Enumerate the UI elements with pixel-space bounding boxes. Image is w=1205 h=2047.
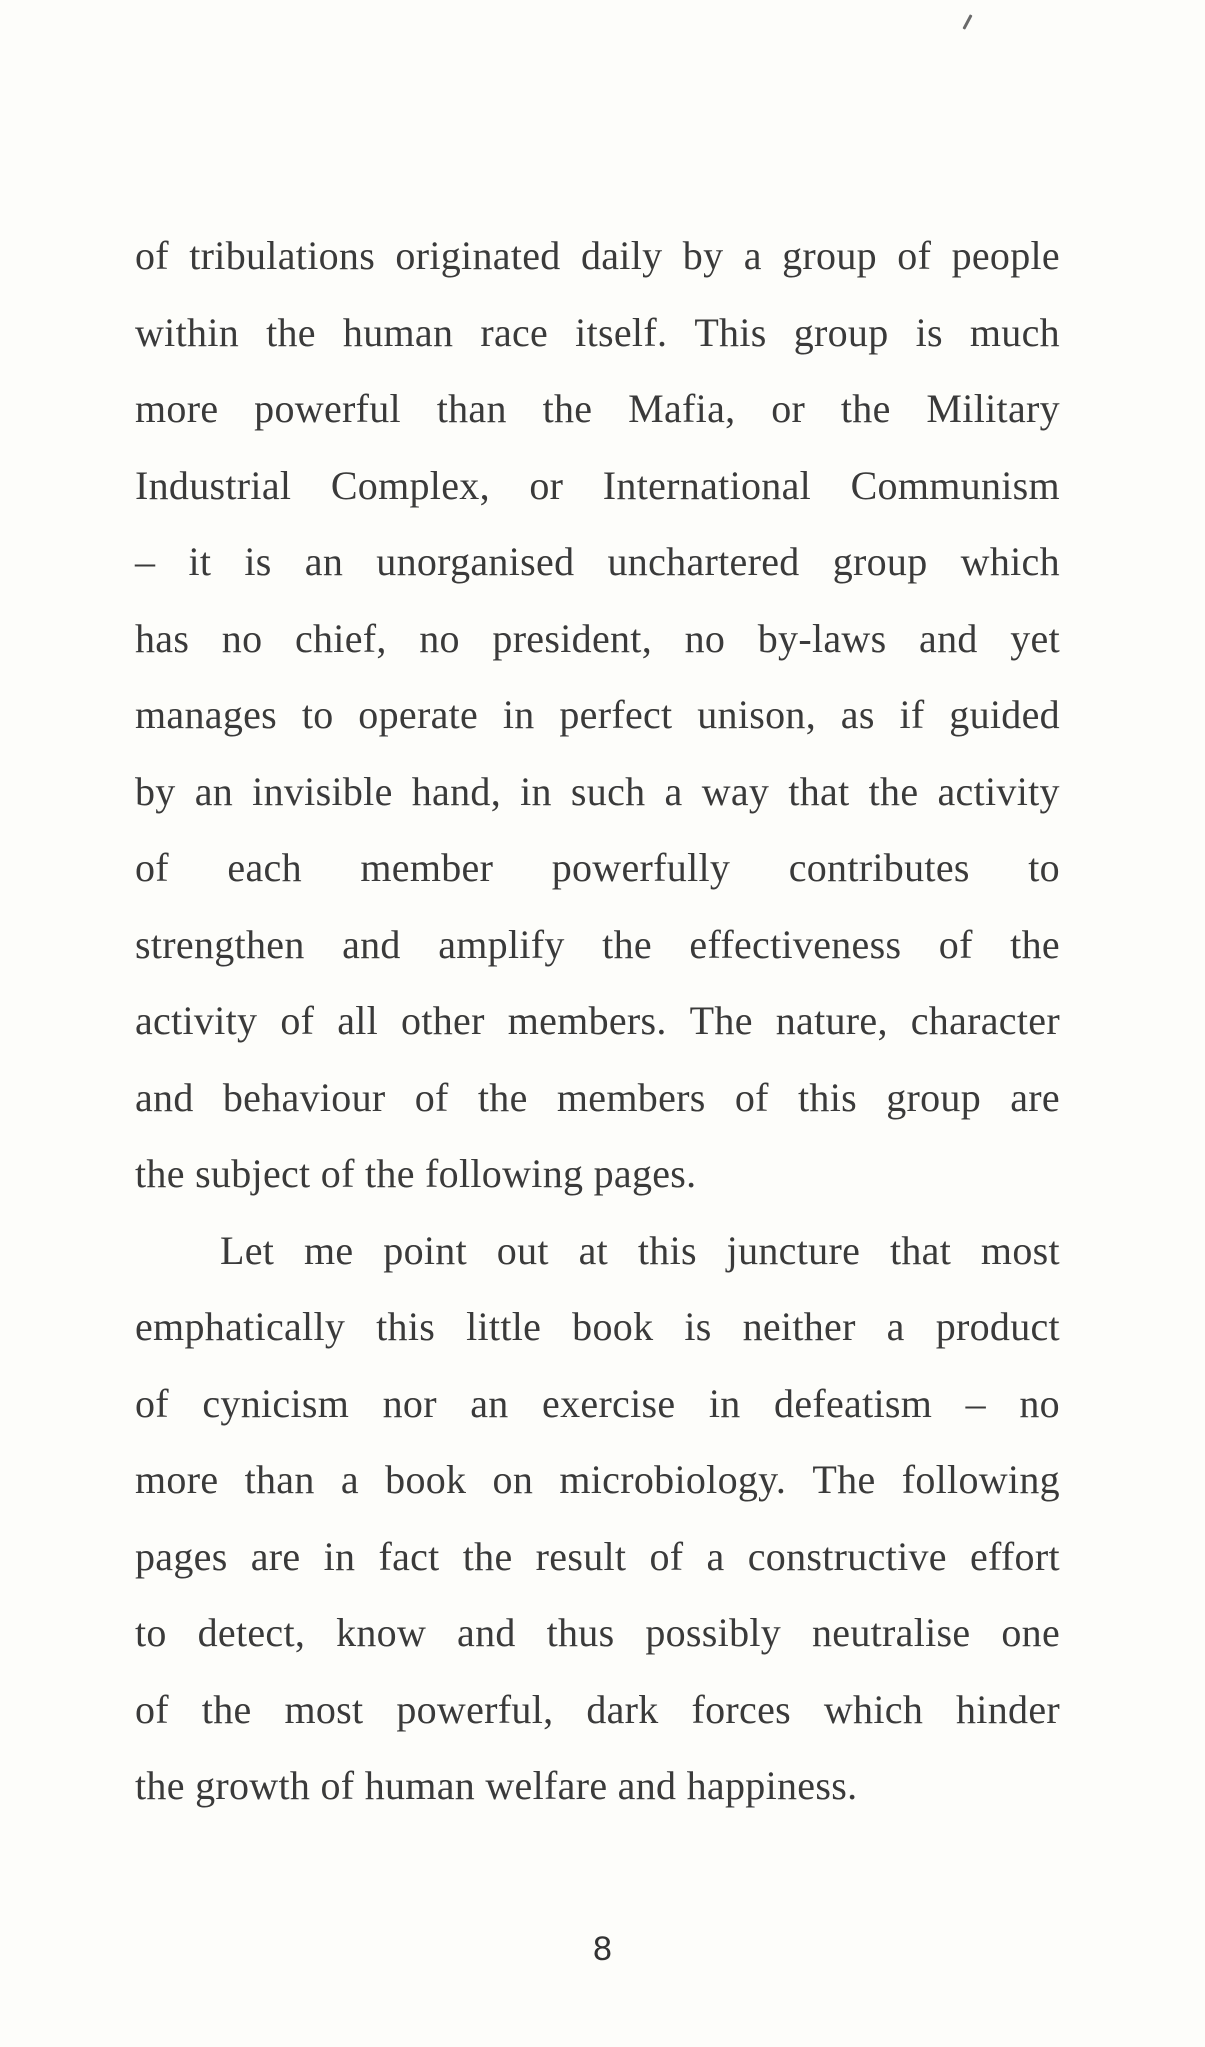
text-line <box>135 1213 1060 1290</box>
word: members. <box>507 998 667 1043</box>
word: product <box>935 1304 1060 1349</box>
word: than <box>436 386 507 431</box>
word: all <box>337 998 379 1043</box>
word: activity <box>135 998 258 1043</box>
word: a <box>340 1457 359 1502</box>
word: which <box>823 1686 924 1732</box>
word: thus <box>546 1610 615 1655</box>
word: unorganised <box>376 539 575 584</box>
word: effort <box>969 1533 1060 1579</box>
word: in <box>520 768 552 814</box>
word: group <box>886 1074 982 1120</box>
word: of <box>135 233 169 278</box>
word: of <box>135 1380 169 1426</box>
word: neither <box>742 1304 856 1349</box>
word: powerfully <box>551 845 731 890</box>
word: no <box>221 615 263 661</box>
word: that <box>788 768 850 814</box>
word: to <box>301 692 334 737</box>
word: guided <box>949 692 1060 737</box>
word: chief, <box>294 615 387 661</box>
word: point <box>383 1227 467 1273</box>
word: and <box>342 921 401 967</box>
word: by <box>135 768 176 814</box>
word: forces <box>691 1686 791 1732</box>
word: by-laws <box>757 615 887 661</box>
word: the <box>462 1533 513 1579</box>
word: know <box>336 1610 427 1655</box>
word: people <box>951 233 1060 278</box>
word: more <box>135 386 219 431</box>
word: effectiveness <box>689 921 902 967</box>
text-line <box>135 677 1060 754</box>
word: that <box>889 1227 952 1273</box>
word: group <box>832 539 928 584</box>
word: member <box>360 845 494 890</box>
word: in <box>323 1533 356 1579</box>
word: way <box>701 768 770 814</box>
word: of <box>135 845 169 890</box>
word: Industrial <box>135 462 292 508</box>
word: this <box>637 1227 697 1273</box>
body-text <box>135 218 1060 1825</box>
text-line <box>135 1595 1060 1672</box>
word: of <box>280 998 315 1043</box>
word: itself. <box>575 309 668 355</box>
word: manages <box>135 692 278 737</box>
word: strengthen <box>135 921 305 967</box>
text-line <box>135 1366 1060 1443</box>
word: This <box>694 309 767 355</box>
page-number: 8 <box>593 1930 612 1968</box>
word: microbiology. <box>559 1457 787 1502</box>
word: of <box>414 1074 449 1120</box>
word: a <box>706 1533 725 1579</box>
word: members <box>556 1074 706 1120</box>
word: powerful, <box>396 1686 554 1732</box>
word: Complex, <box>330 462 490 508</box>
word: The <box>812 1457 876 1502</box>
word: this <box>376 1304 436 1349</box>
text-line <box>135 448 1060 525</box>
word: book <box>572 1304 654 1349</box>
word: emphatically <box>135 1304 346 1349</box>
word: behaviour <box>222 1074 386 1120</box>
word: such <box>570 768 646 814</box>
word: of <box>897 233 932 278</box>
word: powerful <box>254 386 401 431</box>
word: juncture <box>726 1227 861 1273</box>
word: within <box>135 309 240 355</box>
word: constructive <box>747 1533 947 1579</box>
word: of <box>649 1533 684 1579</box>
word: contributes <box>788 845 970 890</box>
text-line <box>135 218 1060 295</box>
word: the <box>868 768 919 814</box>
word: out <box>496 1227 549 1273</box>
word: possibly <box>645 1610 782 1655</box>
word: which <box>960 539 1060 584</box>
word: or <box>529 462 564 508</box>
word: yet <box>1010 615 1060 661</box>
word: race <box>480 309 549 355</box>
word: operate <box>358 692 479 737</box>
word: in <box>502 692 535 737</box>
word: book <box>385 1457 467 1502</box>
word: one <box>1001 1610 1060 1655</box>
text-line <box>135 907 1060 984</box>
text-line <box>135 524 1060 601</box>
word: the <box>477 1074 528 1120</box>
word: an <box>304 539 344 584</box>
word: human <box>342 309 454 355</box>
text-line <box>135 601 1060 678</box>
text-line: the subject of the following pages. <box>135 1151 697 1196</box>
word: Communism <box>850 462 1060 508</box>
word: group <box>793 309 889 355</box>
word: daily <box>580 233 663 278</box>
text-line <box>135 371 1060 448</box>
word: nor <box>382 1380 437 1426</box>
word: unchartered <box>607 539 800 584</box>
word: hand, <box>411 768 501 814</box>
text-line <box>135 1060 1060 1137</box>
text-line: the growth of human welfare and happiness. <box>135 1763 858 1808</box>
word: an <box>470 1380 509 1426</box>
word: no <box>684 615 726 661</box>
word: amplify <box>438 921 565 967</box>
text-line <box>135 295 1060 372</box>
text-line <box>135 983 1060 1060</box>
word: cynicism <box>202 1380 350 1426</box>
word: if <box>899 692 925 737</box>
word: are <box>250 1533 301 1579</box>
word: International <box>602 462 812 508</box>
word: is <box>244 539 272 584</box>
word: – <box>135 539 156 584</box>
word: each <box>227 845 302 890</box>
text-line <box>135 1519 1060 1596</box>
word: this <box>797 1074 857 1120</box>
word: nature, <box>775 998 888 1043</box>
text-line <box>135 754 1060 831</box>
word: character <box>910 998 1060 1043</box>
word: tribulations <box>189 233 376 278</box>
word: hinder <box>956 1686 1060 1732</box>
word: exercise <box>542 1380 676 1426</box>
word: the <box>1010 921 1060 967</box>
scan-mark <box>962 14 972 30</box>
word: group <box>782 233 877 278</box>
text-line <box>135 830 1060 907</box>
word: a <box>743 233 762 278</box>
word: to <box>135 1610 167 1655</box>
word: as <box>840 692 875 737</box>
word: Military <box>926 386 1060 431</box>
word: by <box>682 233 724 278</box>
word: following <box>901 1457 1060 1502</box>
word: it <box>188 539 212 584</box>
word: result <box>535 1533 627 1579</box>
word: no <box>419 615 460 661</box>
text-line <box>135 1672 1060 1749</box>
word: are <box>1010 1074 1060 1120</box>
word: little <box>466 1304 542 1349</box>
word: unison, <box>697 692 817 737</box>
word: no <box>1019 1380 1060 1426</box>
word: at <box>578 1227 609 1273</box>
word: me <box>304 1227 354 1273</box>
word: defeatism <box>774 1380 933 1426</box>
word: the <box>840 386 891 431</box>
word: of <box>135 1686 169 1732</box>
word: most <box>284 1686 364 1732</box>
word: activity <box>937 768 1060 814</box>
word: fact <box>378 1533 440 1579</box>
word: and <box>457 1610 516 1655</box>
word: and <box>135 1074 194 1120</box>
word: neutralise <box>811 1610 971 1655</box>
word: is <box>915 309 943 355</box>
word: a <box>664 768 683 814</box>
word: than <box>244 1457 315 1502</box>
word: The <box>689 998 753 1043</box>
word: perfect <box>559 692 673 737</box>
word: invisible <box>252 768 393 814</box>
word: originated <box>395 233 561 278</box>
word: a <box>886 1304 905 1349</box>
word: or <box>771 386 806 431</box>
word: and <box>919 615 978 661</box>
word: an <box>194 768 234 814</box>
word: has <box>135 615 190 661</box>
word: of <box>938 921 973 967</box>
word: on <box>492 1457 534 1502</box>
word: Let <box>220 1227 275 1273</box>
word: to <box>1028 845 1060 890</box>
word: president, <box>492 615 653 661</box>
word: much <box>969 309 1060 355</box>
word: other <box>401 998 485 1043</box>
word: Mafia, <box>628 386 736 431</box>
word: detect, <box>197 1610 306 1655</box>
word: in <box>708 1380 741 1426</box>
word: the <box>602 921 652 967</box>
word: is <box>684 1304 712 1349</box>
word: pages <box>135 1533 228 1579</box>
text-line <box>135 1289 1060 1366</box>
text-line <box>135 1442 1060 1519</box>
word: – <box>965 1380 986 1426</box>
word: the <box>266 309 316 355</box>
word: the <box>542 386 593 431</box>
word: more <box>135 1457 219 1502</box>
word: the <box>201 1686 252 1732</box>
word: dark <box>586 1686 659 1732</box>
word: of <box>734 1074 769 1120</box>
word: most <box>980 1227 1060 1273</box>
